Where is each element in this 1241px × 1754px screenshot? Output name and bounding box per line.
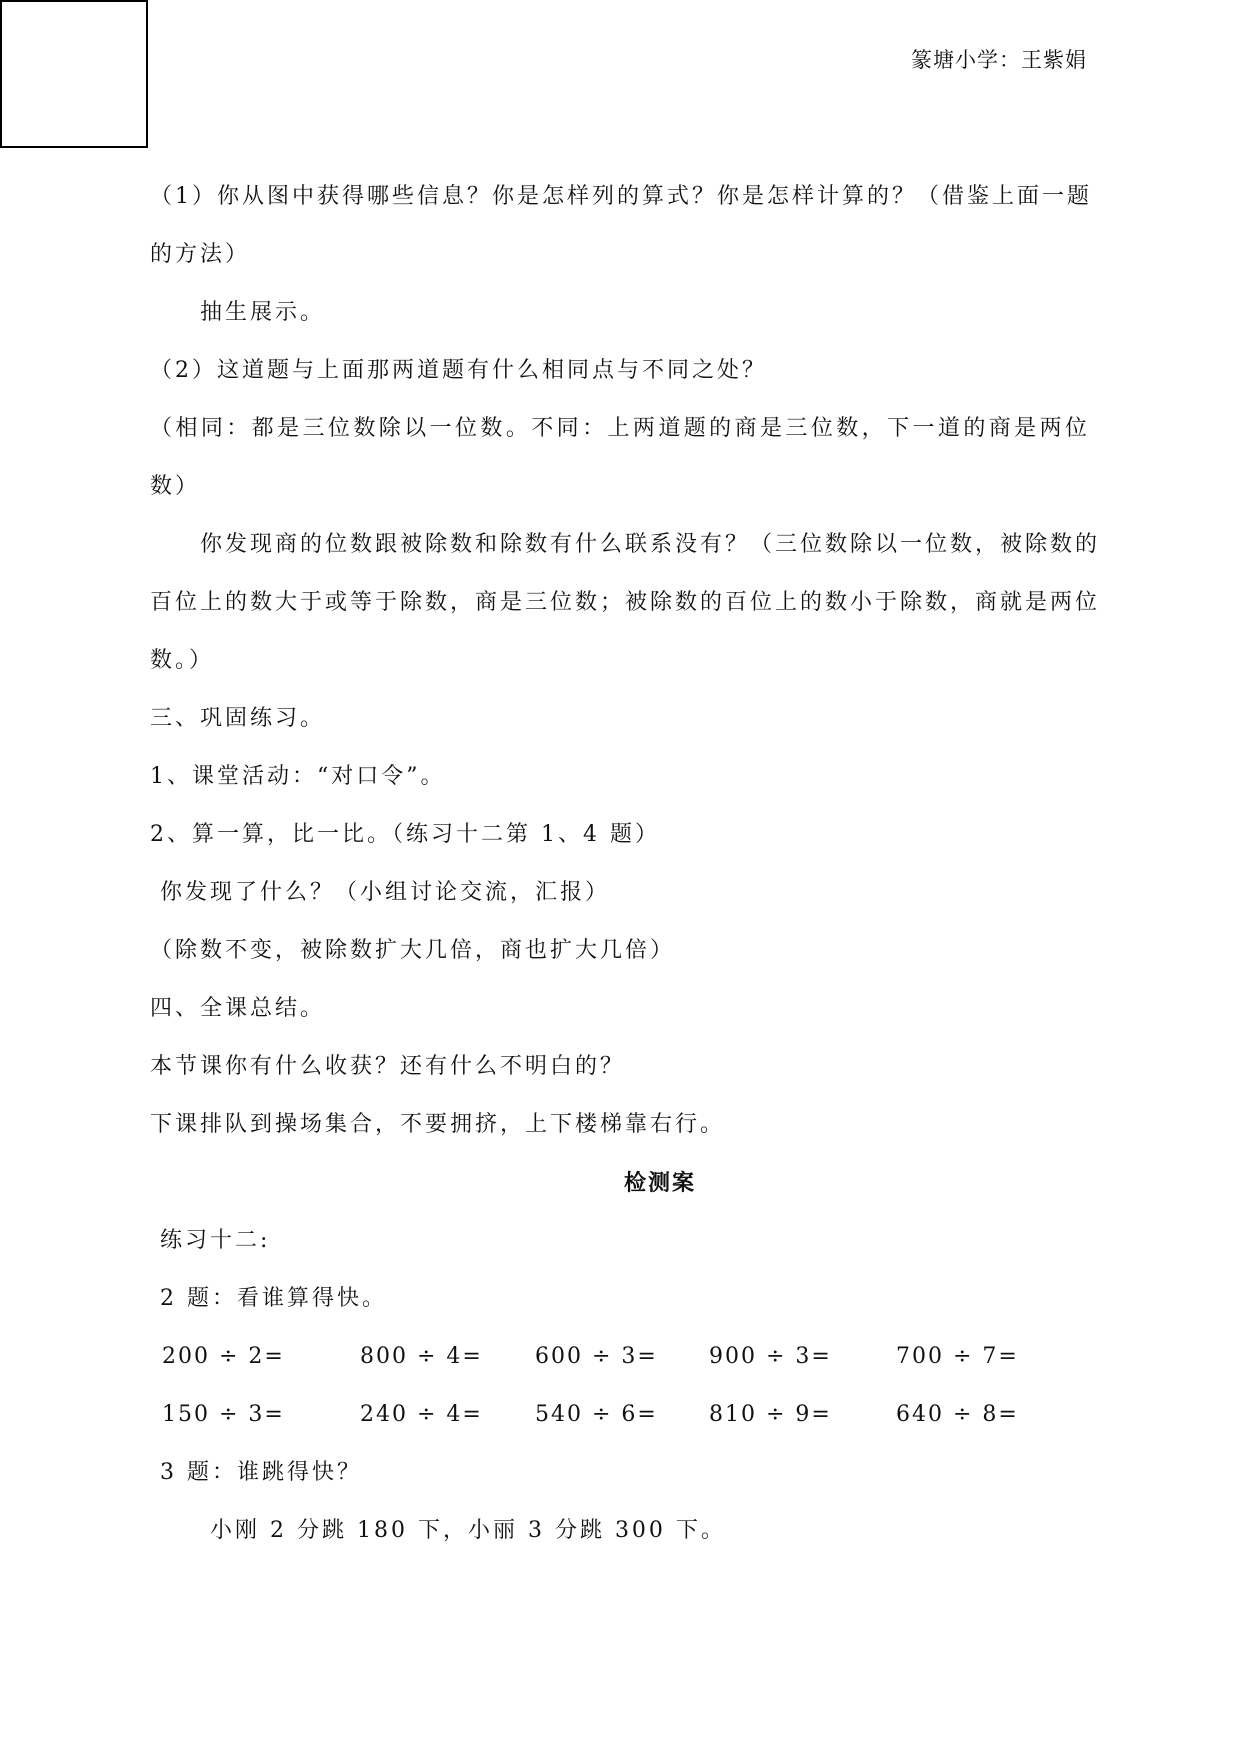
paragraph: 1、课堂活动：“对口令”。 bbox=[150, 764, 446, 789]
calc-row bbox=[150, 1328, 1090, 1386]
paragraph: 2、算一算，比一比。（练习十二第 1、4 题） bbox=[150, 822, 660, 847]
page-header: 篆塘小学：王紫娟 bbox=[911, 48, 1087, 72]
calc-item: 150 ÷ 3= bbox=[162, 1402, 285, 1427]
calc-item: 900 ÷ 3= bbox=[709, 1344, 832, 1369]
paragraph: 的方法） bbox=[150, 242, 251, 267]
section-heading: 三、巩固练习。 bbox=[150, 706, 326, 731]
document-body bbox=[150, 168, 1101, 1560]
paragraph: 本节课你有什么收获？还有什么不明白的？ bbox=[150, 1054, 626, 1079]
calc-item: 200 ÷ 2= bbox=[162, 1344, 285, 1369]
paragraph: （除数不变，被除数扩大几倍，商也扩大几倍） bbox=[150, 938, 676, 963]
paragraph: 你发现了什么？（小组讨论交流，汇报） bbox=[160, 880, 611, 905]
section-heading: 四、全课总结。 bbox=[150, 996, 326, 1021]
exercise-heading: 练习十二: bbox=[160, 1228, 271, 1253]
paragraph: 数。） bbox=[150, 648, 215, 673]
calc-item: 540 ÷ 6= bbox=[535, 1402, 658, 1427]
calc-item: 800 ÷ 4= bbox=[360, 1344, 483, 1369]
question-title: 2 题：看谁算得快。 bbox=[160, 1286, 387, 1311]
paragraph: （相同：都是三位数除以一位数。不同：上两道题的商是三位数，下一道的商是两位 bbox=[150, 416, 1090, 441]
question-text: 小刚 2 分跳 180 下，小丽 3 分跳 300 下。 bbox=[210, 1518, 726, 1543]
section-title: 检测案 bbox=[623, 1170, 696, 1196]
paragraph: 抽生展示。 bbox=[200, 300, 326, 325]
question-title: 3 题：谁跳得快？ bbox=[160, 1460, 362, 1485]
paragraph: 百位上的数大于或等于除数，商是三位数；被除数的百位上的数小于除数，商就是两位 bbox=[150, 590, 1101, 615]
paragraph: 下课排队到操场集合，不要拥挤，上下楼梯靠右行。 bbox=[150, 1112, 726, 1137]
corner-box bbox=[0, 0, 148, 148]
calc-item: 810 ÷ 9= bbox=[709, 1402, 832, 1427]
calc-item: 240 ÷ 4= bbox=[360, 1402, 483, 1427]
paragraph: 你发现商的位数跟被除数和除数有什么联系没有？（三位数除以一位数，被除数的 bbox=[200, 532, 1101, 557]
paragraph: 数） bbox=[150, 474, 201, 499]
calc-row bbox=[150, 1386, 1090, 1444]
paragraph: （1）你从图中获得哪些信息？你是怎样列的算式？你是怎样计算的？（借鉴上面一题 bbox=[150, 184, 1092, 209]
calc-item: 700 ÷ 7= bbox=[896, 1344, 1019, 1369]
calc-item: 640 ÷ 8= bbox=[896, 1402, 1019, 1427]
paragraph: （2）这道题与上面那两道题有什么相同点与不同之处？ bbox=[150, 358, 767, 383]
calc-item: 600 ÷ 3= bbox=[535, 1344, 658, 1369]
